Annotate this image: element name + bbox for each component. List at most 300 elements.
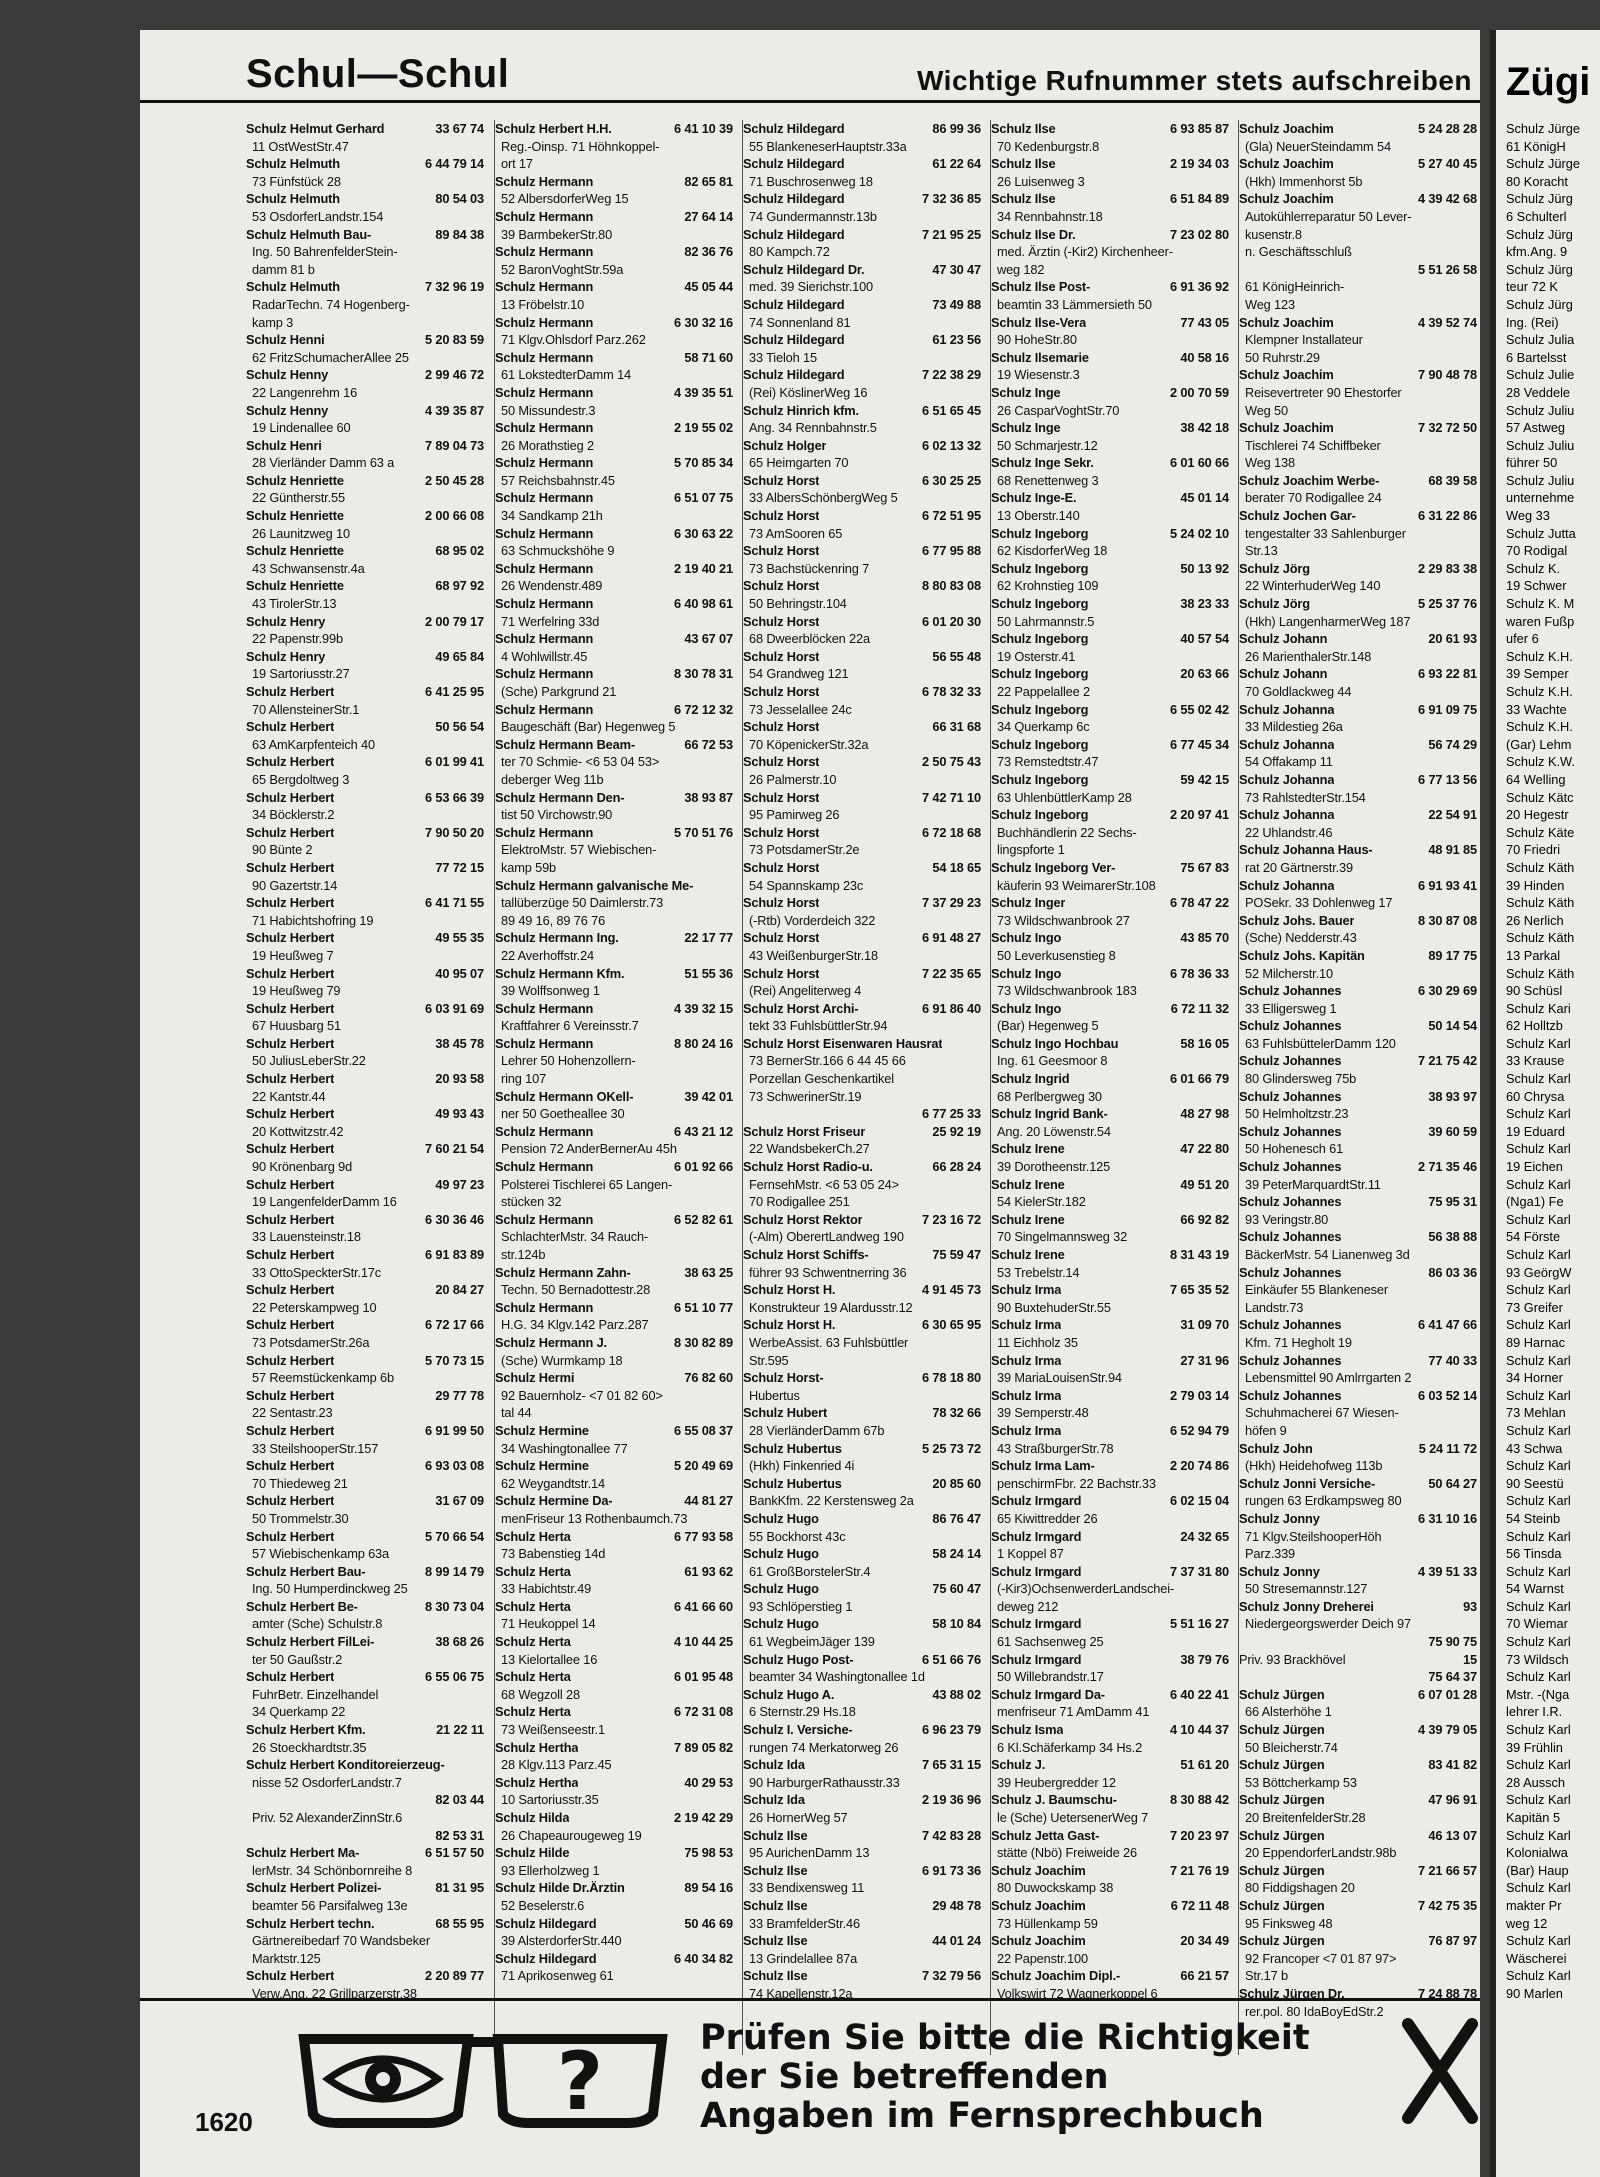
- entry-line: [991, 1756, 1229, 1774]
- entry-name: Schulz Horst: [743, 684, 820, 699]
- entry-name: Schulz Hermann Kfm.: [495, 965, 625, 981]
- listing-entry: [743, 261, 981, 296]
- listing-entry: [991, 1721, 1229, 1756]
- adjacent-page-line: 28 Veddele: [1506, 384, 1571, 400]
- entry-name: Schulz Ilse: [743, 1897, 808, 1913]
- entry-name: Schulz Horst Eisenwaren Hausrat: [743, 1035, 943, 1051]
- entry-address-line: 68 Dweerblöcken 22a: [749, 631, 870, 647]
- listing-entry: [743, 1756, 981, 1791]
- adjacent-page-line: (Nga1) Fe: [1506, 1194, 1564, 1210]
- entry-phone-number: 49 55 35: [435, 930, 484, 946]
- listing-entry: [991, 1246, 1229, 1281]
- entry-line: [743, 1035, 981, 1053]
- entry-line: [246, 1457, 484, 1475]
- entry-address-line: 95 Finksweg 48: [1245, 1915, 1333, 1931]
- entry-phone-number: 29 48 78: [932, 1897, 981, 1913]
- listing-entry: [991, 859, 1229, 894]
- entry-phone-number: 20 63 66: [1180, 666, 1229, 682]
- entry-line: [1239, 1440, 1477, 1458]
- entry-phone-number: 6 51 07 75: [674, 490, 733, 506]
- listing-entry: [246, 1070, 484, 1105]
- entry-address-line: (Hkh) Heidehofweg 113b: [1245, 1458, 1383, 1474]
- listing-entry: [991, 1827, 1229, 1862]
- entry-line: [743, 1510, 981, 1528]
- entry-address-line: le (Sche) UetersenerWeg 7: [997, 1810, 1149, 1825]
- listing-entry: [743, 1404, 981, 1439]
- entry-phone-number: 7 32 96 19: [425, 279, 484, 295]
- listing-entry: [991, 1791, 1229, 1826]
- adjacent-page-line: Schulz K.H.: [1506, 648, 1573, 664]
- entry-name: Schulz Herbert: [246, 1035, 335, 1051]
- entry-line: [991, 701, 1229, 719]
- entry-line: [991, 489, 1229, 507]
- entry-address-line: (Rei) KöslinerWeg 16: [749, 384, 868, 400]
- entry-phone-number: 43 88 02: [932, 1686, 981, 1702]
- entry-address-line: 70 KöpenickerStr.32a: [749, 736, 869, 752]
- adjacent-page-line: Schulz Julie: [1506, 367, 1575, 383]
- entry-name: Schulz Herbert: [246, 1317, 335, 1333]
- adjacent-page-line: 54 Steinb: [1506, 1510, 1561, 1526]
- entry-address-line: (Sche) Nedderstr.43: [1245, 930, 1357, 946]
- entry-name: Schulz Hilda: [495, 1810, 570, 1825]
- entry-line: [991, 630, 1229, 648]
- entry-address-line: 39 PeterMarquardtStr.11: [1245, 1176, 1381, 1192]
- adjacent-page-line: Schulz Karl: [1506, 1211, 1571, 1227]
- entry-line: [246, 648, 484, 666]
- adjacent-page-line: Schulz Jürge: [1506, 156, 1580, 172]
- entry-phone-number: 61 23 56: [932, 332, 981, 348]
- entry-name: Schulz Jürgen Dr.: [1239, 1985, 1345, 2001]
- entry-name: Schulz Hermann: [495, 824, 594, 840]
- entry-phone-number: 66 92 82: [1180, 1211, 1229, 1227]
- listing-entry: [1239, 595, 1477, 630]
- entry-name: Schulz Jonni Versiche-: [1239, 1475, 1376, 1491]
- entry-address-line: tal 44: [501, 1405, 532, 1421]
- entry-name: Schulz Horst: [743, 472, 820, 488]
- listing-entry: [991, 929, 1229, 964]
- listing-entry: [743, 1545, 981, 1580]
- entry-line: [1239, 472, 1477, 490]
- entry-line: [991, 1387, 1229, 1405]
- entry-name: Schulz Jürgen: [1239, 1933, 1325, 1949]
- entry-name: Schulz Henriette: [246, 508, 344, 524]
- entry-phone-number: 6 30 65 95: [922, 1317, 981, 1333]
- entry-phone-number: 73 49 88: [932, 296, 981, 312]
- entry-name: Schulz Hermann: [495, 1211, 594, 1227]
- entry-address-line: 90 Krönenbarg 9d: [252, 1159, 353, 1175]
- entry-line: [495, 1123, 733, 1141]
- entry-line: [495, 1088, 733, 1106]
- listing-entry: [246, 894, 484, 929]
- entry-line: [743, 542, 981, 560]
- adjacent-page-line: Schulz Jürg: [1506, 261, 1573, 277]
- entry-phone-number: 68 95 02: [435, 543, 484, 559]
- entry-name: Schulz Irmgard: [991, 1528, 1082, 1544]
- entry-phone-number: 6 78 32 33: [922, 684, 981, 699]
- listing-entry: [1239, 806, 1477, 841]
- entry-address-line: 90 Bünte 2: [252, 842, 313, 858]
- listing-entry: [743, 1035, 981, 1105]
- listing-entry: [246, 1176, 484, 1211]
- entry-address-line: 93 Schlöperstieg 1: [749, 1598, 853, 1614]
- entry-line: [991, 1651, 1229, 1669]
- entry-address-line: 73 BernerStr.166 6 44 45 66: [749, 1053, 906, 1069]
- entry-address-line: 50 JuliusLeberStr.22: [252, 1053, 366, 1069]
- adjacent-page-line: Schulz K. M: [1506, 596, 1575, 612]
- listing-entry: [991, 1211, 1229, 1246]
- listing-entry: [246, 507, 484, 542]
- entry-name: Schulz Hildegard: [495, 1915, 597, 1931]
- entry-name: Schulz Hermann Zahn-: [495, 1264, 631, 1280]
- entry-name: Schulz Joachim Dipl.-: [991, 1968, 1121, 1984]
- entry-phone-number: 7 37 29 23: [922, 895, 981, 911]
- entry-line: [991, 1246, 1229, 1264]
- entry-address-line: (-Kir3)OchsenwerderLandschei-: [997, 1581, 1175, 1597]
- entry-name: Schulz Hermann: [495, 596, 594, 612]
- entry-name: Schulz Hilde Dr.Ärztin: [495, 1880, 625, 1896]
- listing-entry: [991, 454, 1229, 489]
- entry-phone-number: 4 39 52 74: [1418, 314, 1477, 330]
- adjacent-page-line: Schulz K.W.: [1506, 754, 1575, 770]
- entry-phone-number: 7 21 95 25: [922, 226, 981, 242]
- entry-phone-number: 5 24 02 10: [1170, 525, 1229, 541]
- listing-entry: [743, 1281, 981, 1316]
- listing-entry: [495, 1422, 733, 1457]
- entry-name: Schulz Joachim: [1239, 314, 1334, 330]
- listing-entry: [495, 1299, 733, 1334]
- entry-line: [246, 190, 484, 208]
- entry-address-line: (Gla) NeuerSteindamm 54: [1245, 138, 1391, 154]
- entry-phone-number: 66 21 57: [1180, 1968, 1229, 1984]
- entry-name: Schulz Jörg: [1239, 596, 1310, 612]
- entry-phone-number: 2 00 70 59: [1170, 384, 1229, 400]
- entry-line: [991, 349, 1229, 367]
- entry-phone-number: 6 72 18 68: [922, 824, 981, 840]
- listing-entry: [495, 314, 733, 349]
- entry-name: Schulz Jürgen: [1239, 1722, 1325, 1738]
- entry-phone-number: 2 19 40 21: [674, 560, 733, 576]
- entry-address-line: tist 50 Virchowstr.90: [501, 807, 613, 823]
- entry-phone-number: 6 77 13 56: [1418, 771, 1477, 787]
- listing-entry: [743, 1211, 981, 1246]
- entry-address-line: 73 Remstedtstr.47: [997, 754, 1099, 770]
- entry-address-line: stätte (Nbö) Freiweide 26: [997, 1845, 1137, 1861]
- entry-name: Schulz Horst: [743, 578, 820, 594]
- entry-name: Schulz Hermann: [495, 314, 594, 330]
- entry-phone-number: 4 39 79 05: [1418, 1722, 1477, 1738]
- listing-entry: [495, 120, 733, 173]
- adjacent-page-line: 90 Schüsl: [1506, 983, 1563, 999]
- entry-name: Schulz Herbert H.H.: [495, 121, 612, 136]
- entry-phone-number: 6 52 82 61: [674, 1211, 733, 1227]
- entry-phone-number: 50 14 54: [1428, 1018, 1477, 1034]
- entry-name: Schulz Hilde: [495, 1845, 570, 1861]
- entry-phone-number: 2 20 74 86: [1170, 1458, 1229, 1474]
- entry-name: Schulz Joachim Werbe-: [1239, 472, 1380, 488]
- entry-address-line: Weg 123: [1245, 296, 1295, 312]
- entry-address-line: 90 BuxtehuderStr.55: [997, 1299, 1111, 1315]
- entry-line: [991, 314, 1229, 332]
- entry-name: Schulz Isma: [991, 1722, 1064, 1738]
- entry-name: Schulz Irma: [991, 1387, 1062, 1403]
- entry-phone-number: 6 01 60 66: [1170, 455, 1229, 471]
- entry-address-line: Ang. 20 Löwenstr.54: [997, 1123, 1111, 1139]
- entry-phone-number: 51 61 20: [1180, 1757, 1229, 1773]
- entry-phone-number: 66 72 53: [684, 736, 733, 752]
- entry-name: Schulz Ingeborg: [991, 596, 1089, 612]
- entry-address-line: käuferin 93 WeimarerStr.108: [997, 877, 1156, 893]
- entry-name: Schulz Hertha: [495, 1774, 579, 1790]
- entry-name: Schulz Hermann OKell-: [495, 1088, 634, 1104]
- listing-entry: [1239, 771, 1477, 806]
- entry-phone-number: 47 96 91: [1428, 1792, 1477, 1808]
- entry-line: [495, 1457, 733, 1475]
- entry-phone-number: 6 93 03 08: [425, 1458, 484, 1474]
- entry-phone-number: 6 53 66 39: [425, 789, 484, 805]
- entry-address-line: stücken 32: [501, 1194, 562, 1210]
- entry-line: [495, 349, 733, 367]
- entry-address-line: 50 Trommelstr.30: [252, 1510, 349, 1526]
- entry-phone-number: 40 95 07: [435, 965, 484, 981]
- adjacent-page-line: Schulz Karl: [1506, 1035, 1571, 1051]
- adjacent-page-line: 28 Aussch: [1506, 1774, 1566, 1790]
- entry-phone-number: 5 25 37 76: [1418, 596, 1477, 612]
- entry-line: [246, 1316, 484, 1334]
- entry-phone-number: 2 99 46 72: [425, 367, 484, 383]
- entry-name: Schulz Irma: [991, 1422, 1062, 1438]
- entry-line: [495, 1668, 733, 1686]
- entry-phone-number: 8 30 78 31: [674, 666, 733, 682]
- question-mark: ?: [556, 2035, 604, 2128]
- entry-address-line: kamp 59b: [501, 859, 556, 875]
- entry-address-line: 22 Güntherstr.55: [252, 490, 345, 506]
- listing-entry: [1239, 912, 1477, 947]
- entry-address-line: 50 Hohenesch 61: [1245, 1141, 1344, 1157]
- entry-address-line: 11 Eichholz 35: [997, 1334, 1078, 1350]
- adjacent-page-line: 39 Hinden: [1506, 877, 1565, 893]
- entry-phone-number: 58 10 84: [932, 1616, 981, 1632]
- listing-entry: [246, 1844, 484, 1879]
- entry-address-line: führer 93 Schwentnerring 36: [749, 1264, 907, 1280]
- entry-name: Schulz Hermann: [495, 455, 594, 471]
- entry-address-line: 71 Werfelring 33d: [501, 613, 600, 629]
- entry-address-line: 53 Trebelstr.14: [997, 1264, 1080, 1280]
- entry-address-line: 52 Milcherstr.10: [1245, 965, 1333, 981]
- entry-address-line: 63 AmKarpfenteich 40: [252, 736, 375, 752]
- entry-line: [495, 1334, 733, 1352]
- entry-name: Schulz Johannes: [1239, 1053, 1342, 1069]
- entry-line: [743, 894, 981, 912]
- entry-address-line: Pension 72 AnderBernerAu 45h: [501, 1141, 677, 1157]
- entry-address-line: 70 Rodigallee 251: [749, 1194, 850, 1210]
- entry-address-line: 95 Pamirweg 26: [749, 807, 840, 823]
- entry-phone-number: 6 30 36 46: [425, 1211, 484, 1227]
- listing-entry: [495, 1739, 733, 1774]
- entry-address-line: 50 Ruhrstr.29: [1245, 349, 1320, 365]
- entry-phone-number: 46 13 07: [1428, 1827, 1477, 1843]
- entry-phone-number: 20 93 58: [435, 1071, 484, 1087]
- entry-phone-number: 6 51 84 89: [1170, 191, 1229, 207]
- entry-line: [495, 1879, 733, 1897]
- entry-address-line: 19 Heußweg 7: [252, 947, 334, 963]
- entry-address-line: med. 39 Sierichstr.100: [749, 279, 874, 295]
- entry-address-line: 43 WeißenburgerStr.18: [749, 947, 878, 963]
- listing-entry: [743, 366, 981, 401]
- listing-entry: [991, 190, 1229, 225]
- entry-address-line: rat 20 Gärtnerstr.39: [1245, 859, 1353, 875]
- listing-entry: [246, 437, 484, 472]
- entry-address-line: 33 OttoSpeckterStr.17c: [252, 1264, 382, 1280]
- entry-phone-number: 7 32 36 85: [922, 191, 981, 207]
- entry-address-line: 13 Kielortallee 16: [501, 1651, 598, 1667]
- listing-entry: [743, 507, 981, 542]
- adjacent-page-line: 19 Eduard: [1506, 1123, 1566, 1139]
- listing-entry: [495, 454, 733, 489]
- entry-phone-number: 38 68 26: [435, 1634, 484, 1650]
- adjacent-page-line: 61 KönigH: [1506, 138, 1566, 154]
- listing-entry: [1239, 1228, 1477, 1263]
- entry-address-line: 22 Langenrehm 16: [252, 384, 358, 400]
- listing-entry: [495, 525, 733, 560]
- entry-line: [991, 806, 1229, 824]
- entry-address-line: 26 Luisenweg 3: [997, 173, 1085, 189]
- entry-address-line: 26 Morathstieg 2: [501, 437, 594, 453]
- listing-entry: [991, 1615, 1229, 1650]
- entry-line: [246, 1756, 484, 1774]
- listing-entry: [246, 859, 484, 894]
- entry-address-line: 57 Reichsbahnstr.45: [501, 472, 615, 488]
- entry-name: Schulz Inge Sekr.: [991, 455, 1094, 471]
- adjacent-page-line: Schulz Jutta: [1506, 525, 1576, 541]
- entry-name: Schulz Herbert: [246, 1493, 335, 1509]
- listing-entry: [743, 1932, 981, 1967]
- entry-phone-number: 38 79 76: [1180, 1651, 1229, 1667]
- entry-address-line: n. Geschäftsschluß: [1245, 244, 1352, 260]
- entry-address-line: 62 KisdorferWeg 18: [997, 543, 1108, 559]
- entry-address-line: 28 Vierländer Damm 63 a: [252, 455, 395, 471]
- entry-line: [495, 736, 733, 754]
- entry-line: [1239, 1158, 1477, 1176]
- listing-entry: [495, 560, 733, 595]
- listing-entry: [743, 402, 981, 437]
- listing-entry: [743, 226, 981, 261]
- entry-name: Schulz Herbert: [246, 754, 335, 770]
- entry-address-line: ner 50 Goetheallee 30: [501, 1106, 625, 1122]
- listing-entry: [991, 419, 1229, 454]
- entry-phone-number: 38 23 33: [1180, 596, 1229, 612]
- entry-name: Schulz Jetta Gast-: [991, 1827, 1100, 1843]
- entry-phone-number: 6 40 22 41: [1170, 1686, 1229, 1702]
- entry-phone-number: 40 29 53: [684, 1774, 733, 1790]
- entry-address-line: 67 Huusbarg 51: [252, 1018, 341, 1034]
- entry-name: Schulz Henny: [246, 367, 329, 383]
- listing-entry: [246, 1633, 484, 1668]
- entry-phone-number: 77 40 33: [1428, 1352, 1477, 1368]
- adjacent-page-line: 56 Tinsda: [1506, 1546, 1562, 1562]
- entry-address-line: 80 Duwockskamp 38: [997, 1880, 1114, 1896]
- entry-name: Schulz Hermann: [495, 1035, 594, 1051]
- entry-name: Schulz Hildegard: [743, 332, 845, 348]
- entry-line: [495, 1299, 733, 1317]
- entry-line: [743, 753, 981, 771]
- listing-entry: [1239, 261, 1477, 314]
- listing-entry: [1239, 1017, 1477, 1052]
- entry-name: Schulz Johanna: [1239, 701, 1335, 717]
- entry-line: [743, 1827, 981, 1845]
- entry-line: [743, 366, 981, 384]
- entry-name: Schulz Ilse Dr.: [991, 226, 1076, 242]
- entry-line: [991, 226, 1229, 244]
- entry-phone-number: 6 40 34 82: [674, 1950, 733, 1966]
- entry-line: [495, 1528, 733, 1546]
- entry-line: [1239, 419, 1477, 437]
- entry-phone-number: 6 02 13 32: [922, 437, 981, 453]
- listing-entry: [991, 1897, 1229, 1932]
- entry-line: [495, 1809, 733, 1827]
- entry-address-line: 54 Grandweg 121: [749, 666, 849, 682]
- entry-name: Schulz Hugo A.: [743, 1686, 835, 1702]
- listing-entry: [743, 1862, 981, 1897]
- entry-phone-number: 20 84 27: [435, 1282, 484, 1298]
- listing-entry: [991, 1528, 1229, 1563]
- entry-name: Schulz Hubertus: [743, 1440, 842, 1456]
- listing-entry: [1239, 841, 1477, 876]
- entry-name: Schulz Johanna: [1239, 736, 1335, 752]
- entry-address-line: 71 Aprikosenweg 61: [501, 1968, 614, 1984]
- listing-entry: [495, 1492, 733, 1527]
- adjacent-page-line: Schulz Karl: [1506, 1387, 1571, 1403]
- entry-line: [495, 1633, 733, 1651]
- listing-entry: [1239, 1721, 1477, 1756]
- listing-entry: [991, 155, 1229, 190]
- entry-address-line: 73 Hüllenkamp 59: [997, 1915, 1098, 1931]
- listing-entry: [1239, 736, 1477, 771]
- entry-name: Schulz Holger: [743, 437, 827, 453]
- entry-line: [743, 190, 981, 208]
- listing-entry: [495, 1211, 733, 1264]
- entry-name: Schulz Hermine Da-: [495, 1493, 613, 1509]
- adjacent-page-line: 20 Hegestr: [1506, 807, 1569, 823]
- listing-entry: [991, 736, 1229, 771]
- entry-line: [743, 1281, 981, 1299]
- entry-phone-number: 6 01 99 41: [425, 754, 484, 770]
- adjacent-page-line: Schulz Karl: [1506, 1669, 1571, 1685]
- entry-name: Schulz Henni: [246, 332, 325, 348]
- entry-name: Schulz Ilsemarie: [991, 349, 1089, 365]
- listing-entry: [1239, 1651, 1477, 1669]
- entry-address-line: 26 HornerWeg 57: [749, 1810, 848, 1825]
- entry-line: [1239, 190, 1477, 208]
- entry-name: Schulz Joachim: [1239, 191, 1334, 207]
- entry-line: [495, 314, 733, 332]
- adjacent-page-line: 13 Parkal: [1506, 947, 1561, 963]
- entry-name: Schulz Horst Schiffs-: [743, 1247, 869, 1262]
- entry-name: Schulz Herbert: [246, 1387, 335, 1403]
- entry-address-line: 34 Querkamp 22: [252, 1704, 346, 1720]
- entry-address-line: 57 Reemstückenkamp 6b: [252, 1370, 394, 1386]
- adjacent-page-line: Kapitän 5: [1506, 1810, 1561, 1825]
- entry-phone-number: 2 29 83 38: [1418, 560, 1477, 576]
- entry-name: Schulz Horst: [743, 719, 820, 735]
- entry-phone-number: 82 36 76: [684, 244, 733, 260]
- listing-entry: [991, 525, 1229, 560]
- listing-entry: [246, 1668, 484, 1721]
- entry-phone-number: 7 23 02 80: [1170, 226, 1229, 242]
- entry-line: [246, 683, 484, 701]
- entry-line: [1239, 155, 1477, 173]
- entry-phone-number: 8 30 82 89: [674, 1334, 733, 1350]
- entry-name: Schulz Hugo: [743, 1616, 819, 1632]
